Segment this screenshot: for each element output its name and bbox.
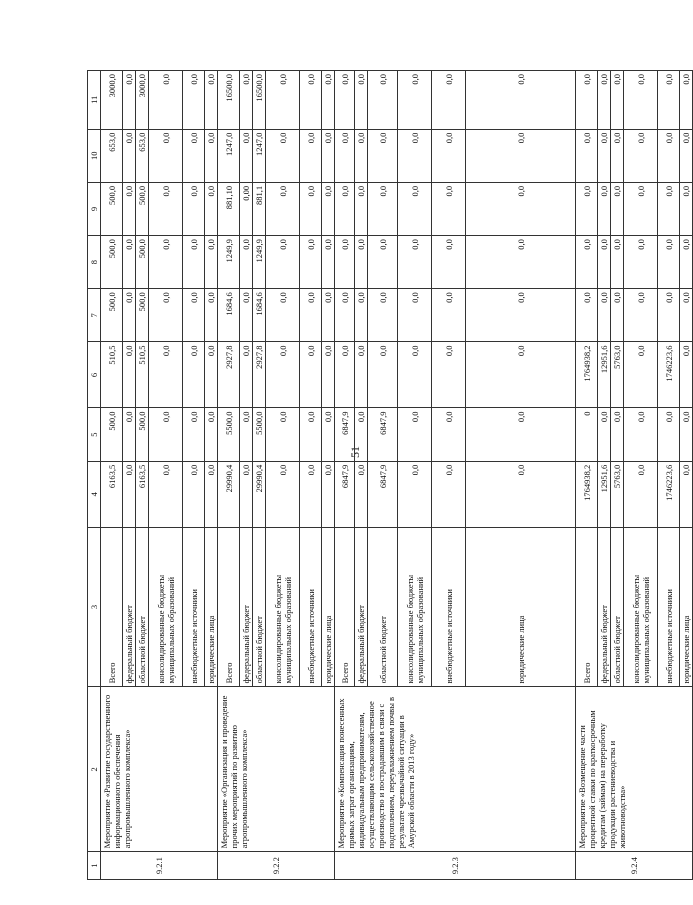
value-cell: 0,0 bbox=[576, 289, 598, 342]
funding-source: федеральный бюджет bbox=[240, 527, 253, 687]
table-row bbox=[335, 71, 355, 880]
value-cell: 0,0 bbox=[355, 71, 368, 130]
value-cell: 0,0 bbox=[598, 236, 611, 289]
value-cell: 0,0 bbox=[123, 289, 136, 342]
value-cell: 3000,0 bbox=[101, 71, 123, 130]
value-cell: 0,0 bbox=[368, 71, 398, 130]
value-cell: 6847,9 bbox=[368, 408, 398, 461]
value-cell: 0,0 bbox=[123, 342, 136, 408]
value-cell: 0,0 bbox=[266, 129, 300, 182]
funding-source: федеральный бюджет bbox=[598, 527, 611, 687]
value-cell: 0,0 bbox=[240, 342, 253, 408]
value-cell: 0,0 bbox=[432, 129, 466, 182]
value-cell: 0,0 bbox=[680, 129, 693, 182]
value-cell: 1746223,6 bbox=[658, 461, 680, 527]
value-cell: 0,0 bbox=[205, 342, 218, 408]
value-cell: 0,0 bbox=[466, 289, 576, 342]
funding-source: юридические лица bbox=[205, 527, 218, 687]
value-cell: 1249,9 bbox=[218, 236, 240, 289]
value-cell: 0,0 bbox=[300, 129, 322, 182]
value-cell: 0,0 bbox=[123, 129, 136, 182]
value-cell: 0,0 bbox=[149, 461, 183, 527]
value-cell: 500,0 bbox=[101, 236, 123, 289]
value-cell: 0,0 bbox=[368, 289, 398, 342]
value-cell: 0,0 bbox=[624, 182, 658, 235]
value-cell: 0,0 bbox=[335, 182, 355, 235]
value-cell: 0,0 bbox=[576, 129, 598, 182]
measure-number: 9.2.2 bbox=[218, 852, 335, 880]
value-cell: 0,0 bbox=[240, 129, 253, 182]
value-cell: 500,0 bbox=[136, 182, 149, 235]
value-cell: 0,0 bbox=[266, 408, 300, 461]
value-cell: 0,0 bbox=[355, 408, 368, 461]
value-cell: 29990,4 bbox=[218, 461, 240, 527]
measure-number: 9.2.3 bbox=[335, 852, 576, 880]
value-cell: 0,0 bbox=[658, 289, 680, 342]
value-cell: 0,0 bbox=[335, 342, 355, 408]
value-cell: 0,0 bbox=[300, 342, 322, 408]
header-cell: 11 bbox=[88, 71, 101, 130]
value-cell: 0,0 bbox=[266, 236, 300, 289]
funding-source: консолидированные бюджеты муниципальных образований bbox=[398, 527, 432, 687]
value-cell: 0,0 bbox=[611, 182, 624, 235]
funding-source: Всего bbox=[101, 527, 123, 687]
value-cell: 5763,0 bbox=[611, 342, 624, 408]
value-cell: 29990,4 bbox=[253, 461, 266, 527]
value-cell: 0,0 bbox=[398, 236, 432, 289]
value-cell: 0,0 bbox=[322, 236, 335, 289]
value-cell: 0,0 bbox=[149, 289, 183, 342]
value-cell: 1249,9 bbox=[253, 236, 266, 289]
value-cell: 16500,0 bbox=[218, 71, 240, 130]
funding-source: внебюджетные источники bbox=[432, 527, 466, 687]
value-cell: 0,0 bbox=[300, 408, 322, 461]
header-cell: 9 bbox=[88, 182, 101, 235]
value-cell: 0,0 bbox=[123, 461, 136, 527]
value-cell: 0,0 bbox=[266, 342, 300, 408]
value-cell: 0,0 bbox=[624, 129, 658, 182]
value-cell: 0,0 bbox=[624, 289, 658, 342]
header-cell: 7 bbox=[88, 289, 101, 342]
value-cell: 0,0 bbox=[183, 236, 205, 289]
value-cell: 0,0 bbox=[398, 129, 432, 182]
table-row bbox=[576, 71, 598, 880]
value-cell: 0,00 bbox=[240, 182, 253, 235]
value-cell: 6847,9 bbox=[368, 461, 398, 527]
value-cell: 0,0 bbox=[611, 71, 624, 130]
value-cell: 0,0 bbox=[355, 461, 368, 527]
value-cell: 0,0 bbox=[322, 289, 335, 342]
value-cell: 0,0 bbox=[432, 408, 466, 461]
value-cell: 0,0 bbox=[611, 289, 624, 342]
value-cell: 0,0 bbox=[611, 236, 624, 289]
value-cell: 0,0 bbox=[611, 408, 624, 461]
value-cell: 500,0 bbox=[136, 289, 149, 342]
budget-table bbox=[87, 70, 693, 880]
funding-source: областной бюджет bbox=[253, 527, 266, 687]
value-cell: 0,0 bbox=[266, 182, 300, 235]
value-cell: 5500,0 bbox=[218, 408, 240, 461]
funding-source: консолидированные бюджеты муниципальных образований bbox=[624, 527, 658, 687]
value-cell: 0,0 bbox=[322, 182, 335, 235]
value-cell: 0,0 bbox=[658, 408, 680, 461]
value-cell: 0,0 bbox=[123, 408, 136, 461]
value-cell: 0,0 bbox=[576, 71, 598, 130]
value-cell: 0,0 bbox=[205, 289, 218, 342]
value-cell: 1247,0 bbox=[218, 129, 240, 182]
value-cell: 500,0 bbox=[101, 182, 123, 235]
value-cell: 0,0 bbox=[183, 182, 205, 235]
value-cell: 0,0 bbox=[680, 408, 693, 461]
value-cell: 0,0 bbox=[368, 129, 398, 182]
value-cell: 0,0 bbox=[368, 236, 398, 289]
measure-name: Мероприятие «Развитие государственного информационного обеспечения агропромышленного комплекса» bbox=[101, 687, 218, 852]
header-cell: 4 bbox=[88, 461, 101, 527]
funding-source: консолидированные бюджеты муниципальных образований bbox=[149, 527, 183, 687]
value-cell: 0,0 bbox=[624, 342, 658, 408]
value-cell: 0,0 bbox=[322, 342, 335, 408]
header-cell: 3 bbox=[88, 527, 101, 687]
value-cell: 0,0 bbox=[240, 71, 253, 130]
value-cell: 2927,8 bbox=[253, 342, 266, 408]
value-cell: 881,10 bbox=[218, 182, 240, 235]
value-cell: 0,0 bbox=[300, 461, 322, 527]
value-cell: 0,0 bbox=[183, 129, 205, 182]
value-cell: 0,0 bbox=[205, 71, 218, 130]
value-cell: 0,0 bbox=[149, 408, 183, 461]
value-cell: 0,0 bbox=[183, 71, 205, 130]
value-cell: 0,0 bbox=[205, 236, 218, 289]
value-cell: 0,0 bbox=[466, 461, 576, 527]
value-cell: 0,0 bbox=[398, 461, 432, 527]
value-cell: 500,0 bbox=[136, 236, 149, 289]
value-cell: 0,0 bbox=[368, 182, 398, 235]
value-cell: 0,0 bbox=[266, 461, 300, 527]
value-cell: 0,0 bbox=[432, 461, 466, 527]
value-cell: 0,0 bbox=[300, 236, 322, 289]
header-cell: 10 bbox=[88, 129, 101, 182]
value-cell: 1746223,6 bbox=[658, 342, 680, 408]
value-cell: 500,0 bbox=[101, 408, 123, 461]
value-cell: 0,0 bbox=[240, 236, 253, 289]
value-cell: 0,0 bbox=[266, 71, 300, 130]
value-cell: 0,0 bbox=[266, 289, 300, 342]
measure-number: 9.2.4 bbox=[576, 852, 693, 880]
value-cell: 0,0 bbox=[355, 289, 368, 342]
value-cell: 0,0 bbox=[240, 408, 253, 461]
value-cell: 0,0 bbox=[205, 461, 218, 527]
value-cell: 1764938,2 bbox=[576, 461, 598, 527]
value-cell: 0,0 bbox=[432, 182, 466, 235]
value-cell: 0,0 bbox=[598, 289, 611, 342]
value-cell: 500,0 bbox=[101, 289, 123, 342]
value-cell: 5500,0 bbox=[253, 408, 266, 461]
value-cell: 0,0 bbox=[205, 129, 218, 182]
value-cell: 0,0 bbox=[398, 71, 432, 130]
value-cell: 0,0 bbox=[598, 129, 611, 182]
value-cell: 0,0 bbox=[398, 408, 432, 461]
funding-source: юридические лица bbox=[466, 527, 576, 687]
value-cell: 6847,9 bbox=[335, 461, 355, 527]
value-cell: 6847,9 bbox=[335, 408, 355, 461]
value-cell: 0,0 bbox=[123, 236, 136, 289]
value-cell: 1247,0 bbox=[253, 129, 266, 182]
value-cell: 0,0 bbox=[398, 289, 432, 342]
funding-source: областной бюджет bbox=[136, 527, 149, 687]
value-cell: 0,0 bbox=[466, 182, 576, 235]
value-cell: 0,0 bbox=[183, 408, 205, 461]
funding-source: внебюджетные источники bbox=[183, 527, 205, 687]
value-cell: 0,0 bbox=[183, 342, 205, 408]
value-cell: 0,0 bbox=[432, 71, 466, 130]
value-cell: 0,0 bbox=[205, 182, 218, 235]
value-cell: 0,0 bbox=[398, 182, 432, 235]
funding-source: федеральный бюджет bbox=[123, 527, 136, 687]
value-cell: 6163,5 bbox=[101, 461, 123, 527]
value-cell: 1684,6 bbox=[253, 289, 266, 342]
table-row bbox=[101, 71, 123, 880]
value-cell: 0,0 bbox=[149, 236, 183, 289]
value-cell: 0,0 bbox=[680, 236, 693, 289]
value-cell: 0,0 bbox=[300, 289, 322, 342]
value-cell: 653,0 bbox=[136, 129, 149, 182]
measure-name: Мероприятие «Возмещение части процентной ставки по краткосрочным кредитам (займам) на переработку продукции растениеводства и животноводства» bbox=[576, 687, 693, 852]
value-cell: 0,0 bbox=[432, 342, 466, 408]
value-cell: 0,0 bbox=[149, 342, 183, 408]
value-cell: 0,0 bbox=[322, 461, 335, 527]
value-cell: 0,0 bbox=[123, 71, 136, 130]
value-cell: 1684,6 bbox=[218, 289, 240, 342]
value-cell: 0,0 bbox=[680, 71, 693, 130]
funding-source: областной бюджет bbox=[368, 527, 398, 687]
value-cell: 3000,0 bbox=[136, 71, 149, 130]
table-body bbox=[88, 71, 693, 880]
value-cell: 0,0 bbox=[680, 182, 693, 235]
page-number: 51 bbox=[347, 446, 362, 458]
value-cell: 0,0 bbox=[432, 289, 466, 342]
value-cell: 0,0 bbox=[658, 129, 680, 182]
value-cell: 0,0 bbox=[398, 342, 432, 408]
value-cell: 0,0 bbox=[335, 129, 355, 182]
value-cell: 0,0 bbox=[658, 71, 680, 130]
value-cell: 0,0 bbox=[322, 408, 335, 461]
funding-source: внебюджетные источники bbox=[300, 527, 322, 687]
value-cell: 0 bbox=[576, 408, 598, 461]
value-cell: 500,0 bbox=[136, 408, 149, 461]
table-row bbox=[218, 71, 240, 880]
value-cell: 0,0 bbox=[466, 236, 576, 289]
value-cell: 0,0 bbox=[432, 236, 466, 289]
value-cell: 0,0 bbox=[355, 182, 368, 235]
rotated-page bbox=[87, 70, 692, 880]
value-cell: 6163,5 bbox=[136, 461, 149, 527]
funding-source: федеральный бюджет bbox=[355, 527, 368, 687]
value-cell: 0,0 bbox=[658, 182, 680, 235]
value-cell: 1764938,2 bbox=[576, 342, 598, 408]
value-cell: 0,0 bbox=[598, 182, 611, 235]
value-cell: 2927,8 bbox=[218, 342, 240, 408]
value-cell: 0,0 bbox=[466, 129, 576, 182]
value-cell: 12951,6 bbox=[598, 461, 611, 527]
value-cell: 0,0 bbox=[598, 71, 611, 130]
value-cell: 0,0 bbox=[624, 408, 658, 461]
value-cell: 0,0 bbox=[322, 71, 335, 130]
value-cell: 0,0 bbox=[624, 236, 658, 289]
funding-source: консолидированные бюджеты муниципальных образований bbox=[266, 527, 300, 687]
funding-source: Всего bbox=[576, 527, 598, 687]
value-cell: 0,0 bbox=[624, 461, 658, 527]
value-cell: 0,0 bbox=[624, 71, 658, 130]
value-cell: 0,0 bbox=[680, 289, 693, 342]
value-cell: 0,0 bbox=[355, 129, 368, 182]
header-cell: 5 bbox=[88, 408, 101, 461]
header-row bbox=[88, 71, 101, 880]
funding-source: Всего bbox=[335, 527, 355, 687]
value-cell: 0,0 bbox=[598, 408, 611, 461]
value-cell: 0,0 bbox=[576, 182, 598, 235]
value-cell: 16500,0 bbox=[253, 71, 266, 130]
value-cell: 0,0 bbox=[466, 71, 576, 130]
value-cell: 0,0 bbox=[335, 289, 355, 342]
header-cell: 8 bbox=[88, 236, 101, 289]
value-cell: 0,0 bbox=[123, 182, 136, 235]
funding-source: Всего bbox=[218, 527, 240, 687]
value-cell: 0,0 bbox=[466, 408, 576, 461]
budget-table-container bbox=[87, 70, 692, 880]
header-cell: 2 bbox=[88, 687, 101, 852]
value-cell: 0,0 bbox=[183, 289, 205, 342]
funding-source: юридические лица bbox=[322, 527, 335, 687]
value-cell: 0,0 bbox=[611, 129, 624, 182]
value-cell: 0,0 bbox=[149, 129, 183, 182]
measure-name: Мероприятие «Компенсация понесенных прямых затрат организациям, индивидуальным предпринимателям, осуществляющим сельскохозяйственное производство и пострадавшим в связи с подтоплением, переувлажнением почвы в результате чрезвычайной ситуации в Амурской области в 2013 году» bbox=[335, 687, 576, 852]
value-cell: 0,0 bbox=[300, 71, 322, 130]
value-cell: 5763,0 bbox=[611, 461, 624, 527]
header-cell: 1 bbox=[88, 852, 101, 880]
value-cell: 0,0 bbox=[466, 342, 576, 408]
value-cell: 0,0 bbox=[680, 342, 693, 408]
value-cell: 0,0 bbox=[149, 182, 183, 235]
value-cell: 0,0 bbox=[183, 461, 205, 527]
value-cell: 0,0 bbox=[240, 289, 253, 342]
value-cell: 0,0 bbox=[680, 461, 693, 527]
value-cell: 510,5 bbox=[136, 342, 149, 408]
value-cell: 0,0 bbox=[576, 236, 598, 289]
value-cell: 0,0 bbox=[335, 71, 355, 130]
funding-source: внебюджетные источники bbox=[658, 527, 680, 687]
value-cell: 0,0 bbox=[658, 236, 680, 289]
header-cell: 6 bbox=[88, 342, 101, 408]
value-cell: 0,0 bbox=[300, 182, 322, 235]
measure-name: Мероприятие «Организация и проведение прочих мероприятий по развитию агропромышленного комплекса» bbox=[218, 687, 335, 852]
value-cell: 0,0 bbox=[240, 461, 253, 527]
value-cell: 0,0 bbox=[355, 236, 368, 289]
value-cell: 653,0 bbox=[101, 129, 123, 182]
value-cell: 0,0 bbox=[368, 342, 398, 408]
value-cell: 0,0 bbox=[335, 236, 355, 289]
funding-source: областной бюджет bbox=[611, 527, 624, 687]
value-cell: 881,1 bbox=[253, 182, 266, 235]
value-cell: 12951,6 bbox=[598, 342, 611, 408]
value-cell: 0,0 bbox=[205, 408, 218, 461]
value-cell: 0,0 bbox=[322, 129, 335, 182]
value-cell: 0,0 bbox=[355, 342, 368, 408]
value-cell: 510,5 bbox=[101, 342, 123, 408]
measure-number: 9.2.1 bbox=[101, 852, 218, 880]
funding-source: юридические лица bbox=[680, 527, 693, 687]
value-cell: 0,0 bbox=[149, 71, 183, 130]
